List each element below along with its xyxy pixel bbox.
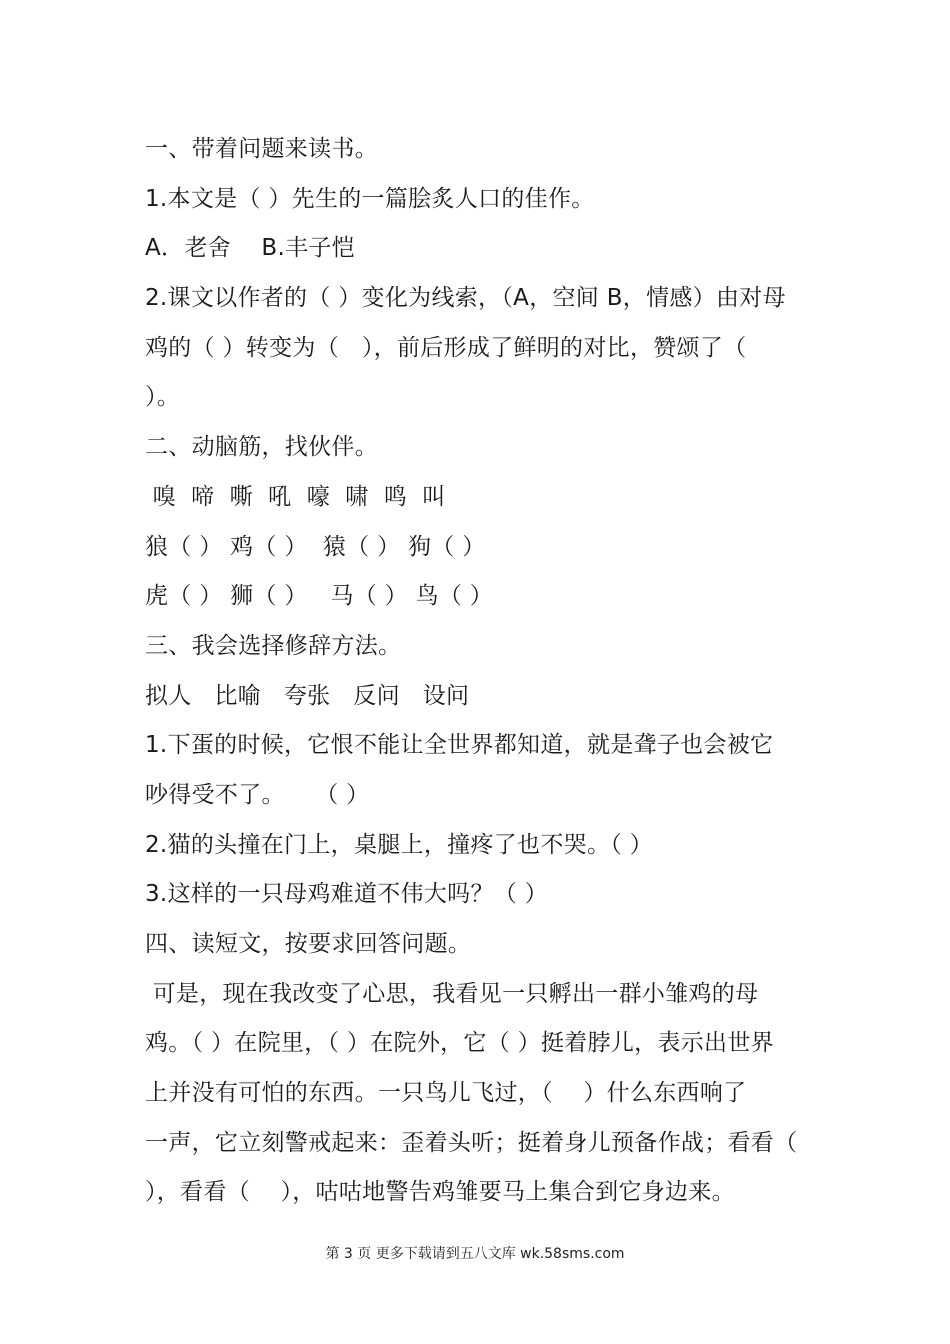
document-body [145,125,810,1218]
section-heading-3: 三、我会选择修辞方法。 [145,632,402,659]
section-heading-4: 四、读短文，按要求回答问题。 [145,931,472,957]
passage-line: 鸡。（ ）在院里，（ ）在院外，它（ ）挺着脖儿，表示出世界 [145,1030,774,1057]
question-line: 1.下蛋的时候，它恨不能让全世界都知道，就是聋子也会被它 [145,732,774,759]
question-line: 鸡的（ ）转变为（ ），前后形成了鲜明的对比，赞颂了（ [145,334,747,361]
word-bank-line: 嗅 啼 嘶 吼 嚎 啸 鸣 叫 [145,483,446,510]
section-heading-1: 一、带着问题来读书。 [145,136,378,162]
question-line: 1.本文是（ ）先生的一篇脍炙人口的佳作。 [145,185,595,212]
matching-line: 狼（ ） 鸡（ ） 猿（ ） 狗（ ） [145,533,486,560]
passage-line: ），看看（ ），咕咕地警告鸡雏要马上集合到它身边来。 [145,1179,735,1206]
page-footer: 第 3 页 更多下载请到五八文库 wk.58sms.com [325,1246,625,1262]
question-line: 2.课文以作者的（ ）变化为线索，（A，空间 B，情感）由对母 [145,285,786,312]
passage-line: 一声，它立刻警戒起来：歪着头听；挺着身儿预备作战；看看（ [145,1129,798,1156]
matching-line: 虎（ ） 狮（ ） 马（ ） 鸟（ ） [145,583,494,610]
question-line: 3.这样的一只母鸡难道不伟大吗？（ ） [145,881,548,908]
passage-line: 可是，现在我改变了心思，我看见一只孵出一群小雏鸡的母 [145,980,759,1007]
section-heading-2: 二、动脑筋，找伙伴。 [145,434,378,461]
word-bank-line: 拟人 比喻 夸张 反问 设问 [145,682,470,709]
question-line: 吵得受不了。 （ ） [145,781,370,808]
question-line: ）。 [145,384,181,411]
passage-line: 上并没有可怕的东西。一只鸟儿飞过，（ ）什么东西响了 [145,1080,747,1107]
options-line: A．老舍 B.丰子恺 [145,235,355,262]
question-line: 2.猫的头撞在门上，桌腿上，撞疼了也不哭。（ ） [145,831,653,858]
